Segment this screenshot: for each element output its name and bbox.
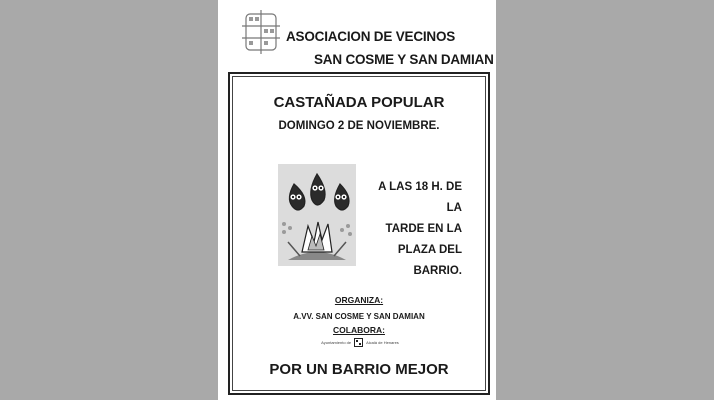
time-place-line: A LAS 18 H. DE LA [378,181,462,214]
association-subtitle: SAN COSME Y SAN DAMIAN [314,52,494,67]
collaborator-logo [310,337,410,347]
organiza-value: A.VV. SAN COSME Y SAN DAMIAN [293,312,425,321]
time-place-line: PLAZA DEL [397,244,462,256]
event-time-place [360,177,462,282]
time-place-line: BARRIO. [413,265,462,277]
colabora-label: COLABORA: [333,325,385,335]
collaborator-text-left: Ayuntamiento de [321,339,352,345]
organiza-label: ORGANIZA: [334,295,384,305]
event-frame [228,72,490,395]
association-name: ASOCIACION DE VECINOS [286,29,456,44]
collaborator-text-right: Alcalá de Henares [366,339,399,345]
event-date: DOMINGO 2 DE NOVIEMBRE. [278,120,440,132]
association-logo [240,8,282,56]
event-title: CASTAÑADA POPULAR [273,94,445,111]
council-logo-icon [354,338,363,347]
time-place-line: TARDE EN LA [385,223,462,235]
flyer-page [218,0,496,400]
chestnuts-fire-illustration [278,164,356,266]
slogan: POR UN BARRIO MEJOR [269,361,449,378]
